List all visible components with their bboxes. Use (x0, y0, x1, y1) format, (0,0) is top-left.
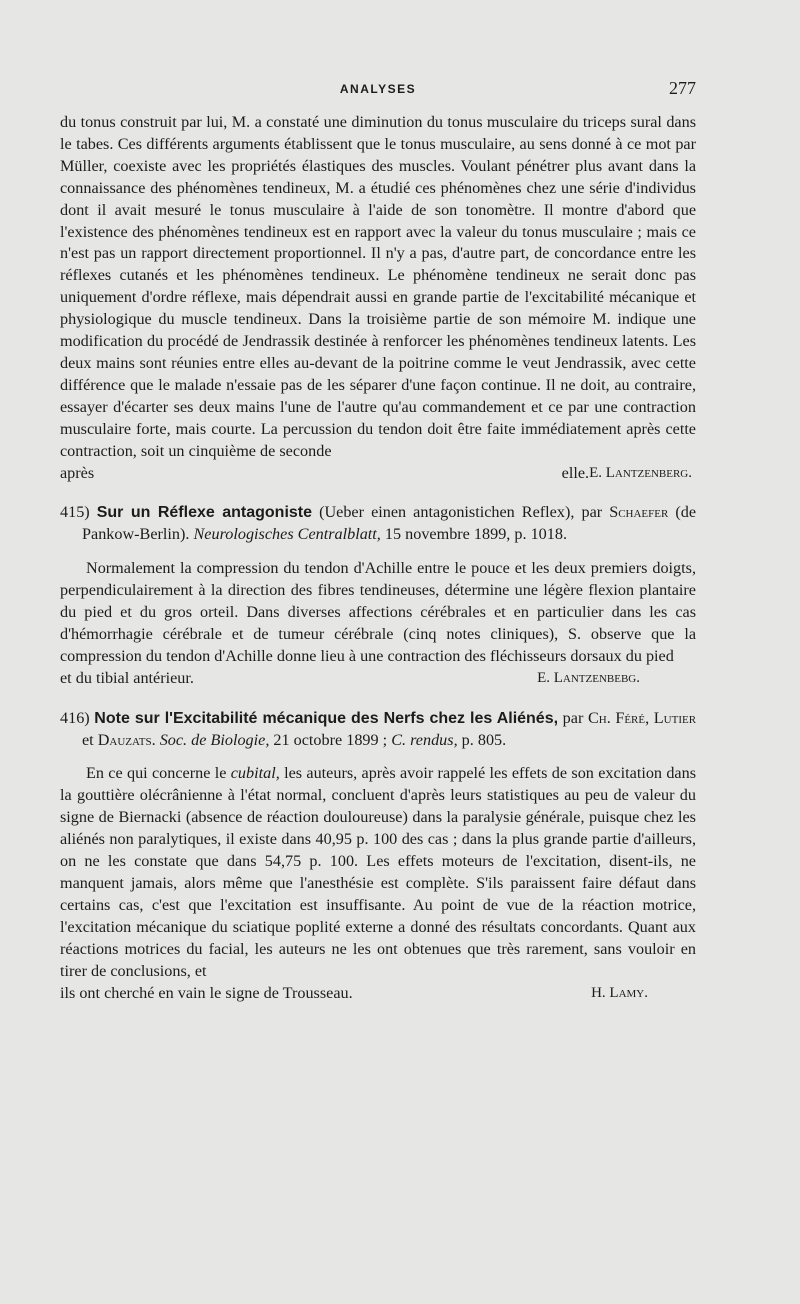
entry-416-summary-body: les auteurs, après avoir rappelé les effets de son excitation dans la gouttière olécrânienne à l'état normal, concluent d'après leurs statistiques au peu de valeur du signe de Biernacki (absence de réaction douloureuse) dans la paralysie générale, puisque chez les aliénés non paralytiques, il existe dans 40,95 p. 100 des cas ; dans la plus grande partie d'ailleurs, on ne les constate que dans 54,75 p. 100. Les effets moteurs de l'excitation, disent-ils, ne manquent jamais, alors même que l'anesthésie est complète. S'ils paraissent faire défaut dans certains cas, c'est que l'excitation est insuffisante. Au point de vue de la réaction motrice, l'excitation mécanique du sciatique poplité externe a donné des résultats concordants. Quant aux réactions motrices du facial, les auteurs ne les ont obtenues que très rarement, sans vouloir en tirer de conclusions, et (60, 764, 697, 980)
entry-416-pages: p. 805. (461, 730, 507, 749)
page-header (60, 78, 696, 102)
entry-416-author-3: Dauzats. (97, 730, 156, 749)
entry-415-heading (60, 502, 696, 546)
entry-415-original-title: (Ueber einen antagonistichen Reflex), (319, 503, 575, 522)
entry-416-summary-last: ils ont cherché en vain le signe de Trousseau. (60, 983, 353, 1002)
continuation-signature: E. Lantzenberg. (589, 464, 692, 481)
continuation-closing-line (60, 463, 696, 485)
entry-416-and: et (82, 730, 94, 749)
continuation-paragraph: du tonus construit par lui, M. a constaté une diminution du tonus musculaire du triceps sural dans le tabes. Ces différents arguments établissent que le tonus musculaire, au sens donné à ce mot par Müller, coexiste avec les propriétés élastiques des muscles. Voulant pénétrer plus avant dans la connaissance des phénomènes tendineux, M. a étudié ces phénomènes chez une série d'individus dont il avait mesuré le tonus musculaire à l'aide de son tonomètre. Il montre d'abord que l'existence des phénomènes tendineux est en rapport avec la valeur du tonus musculaire ; mais ce n'est pas un rapport directement proportionnel. Il n'y a pas, d'autre part, de concordance entre les réflexes cutanés et les phénomènes tendineux. Le phénomène tendineux ne serait donc pas uniquement d'ordre réflexe, mais dépendrait aussi en grande partie de l'excitabilité mécanique et physiologique du muscle tendineux. Dans la troisième partie de son mémoire M. indique une modification du procédé de Jendrassik destinée à renforcer les phénomènes tendineux latents. Les deux mains sont réunies entre elles au-devant de la poitrine comme le veut Jendrassik, avec cette différence que le malade n'essaie pas de les séparer d'une façon continue. Il ne doit, au contraire, essayer d'écarter ses deux mains l'une de l'autre qu'au commandement et ce par une contraction musculaire forte, mais courte. La percussion du tendon doit être faite immédiatement après cette contraction, soit un cinquième de seconde (60, 113, 696, 460)
entry-416-author-2: Lutier (653, 708, 697, 727)
entry-415-signature: E. Lantzenbebg. (537, 669, 640, 686)
entry-415-summary: Normalement la compression du tendon d'Achille entre le pouce et les deux premiers doigts, perpendiculairement à la direction des fibres tendineuses, détermine une légère flexion plantaire du pied et du gros orteil. Dans diverses affections cérébrales et en particulier dans les cas d'hémorrhagie cérébrale et de tumeur cérébrale (cinq notes cliniques), S. observe que la compression du tendon d'Achille donne lieu à une contraction des fléchisseurs dorsaux du pied (60, 559, 696, 665)
entry-416 (60, 708, 696, 1005)
entry-416-heading (60, 708, 696, 752)
entry-416-author-1: Ch. Féré, (587, 708, 650, 727)
entry-415-by: par (581, 503, 603, 522)
entry-416-summary-intro: En ce qui concerne le (86, 764, 227, 783)
continuation-last-line: après elle. (60, 463, 590, 482)
entry-415 (60, 502, 696, 689)
body-text (60, 112, 696, 1004)
entry-416-summary-term: cubital, (230, 764, 280, 783)
entry-415-affiliation: (de Pankow-Berlin). (82, 503, 697, 544)
page-number: 277 (669, 78, 696, 98)
entry-416-by: par (562, 708, 584, 727)
entry-415-journal: Neurologisches Centralblatt, (193, 525, 381, 544)
running-head: ANALYSES (339, 82, 417, 96)
entry-416-closing-line (60, 983, 696, 1005)
entry-416-number: 416) (60, 708, 90, 727)
entry-415-date: 15 novembre 1899, (384, 525, 511, 544)
entry-415-pages: p. 1018. (514, 525, 567, 544)
entry-416-journal-1: Soc. de Biologie, (159, 730, 270, 749)
entry-416-signature: H. Lamy. (591, 984, 648, 1001)
entry-416-title: Note sur l'Excitabilité mécanique des Nerfs chez les Aliénés, (94, 709, 559, 727)
entry-415-number: 415) (60, 503, 90, 522)
entry-416-journal-2: C. rendus, (391, 730, 458, 749)
entry-416-date: 21 octobre 1899 ; (273, 730, 388, 749)
entry-415-title: Sur un Réflexe antagoniste (96, 504, 313, 522)
entry-415-summary-last: et du tibial antérieur. (60, 668, 194, 687)
entry-416-summary (60, 763, 696, 982)
entry-415-closing-line (60, 668, 696, 690)
entry-415-author: Schaefer (609, 503, 669, 522)
